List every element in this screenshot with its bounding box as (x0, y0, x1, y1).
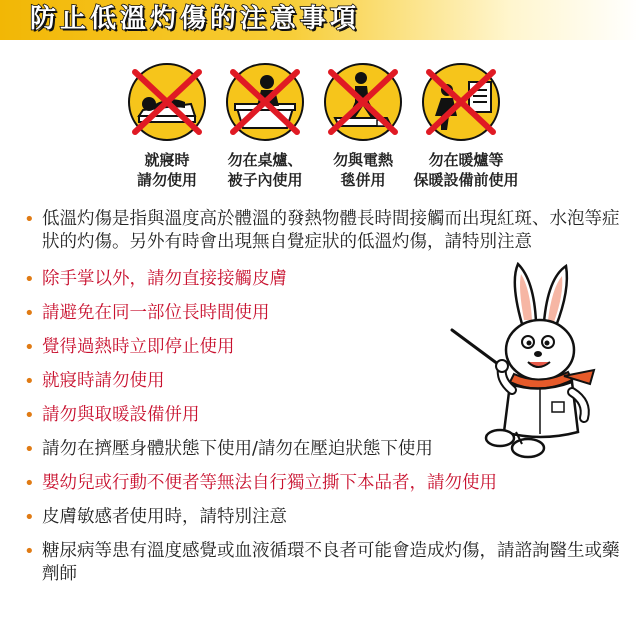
page-title: 防止低溫灼傷的注意事項 (30, 4, 361, 34)
list-item: • 就寢時請勿使用 (24, 371, 165, 392)
warning-label-heater: 勿在暖爐等 保暖設備前使用 (413, 151, 519, 189)
bullet-icon: • (24, 337, 35, 358)
bullet-icon: • (24, 541, 35, 562)
bullet-icon: • (24, 507, 35, 528)
rabbit-mascot-icon (444, 262, 614, 462)
list-item: • 請勿與取暖設備併用 (24, 405, 200, 426)
header-banner (0, 0, 640, 40)
list-item: • 覺得過熱時立即停止使用 (24, 337, 235, 358)
bullet-icon: • (24, 405, 35, 426)
list-item: • 糖尿病等患有溫度感覺或血液循環不良者可能會造成灼傷，請諮詢醫生或藥劑師 (24, 541, 620, 584)
no-sleeping-icon (125, 60, 209, 144)
list-item: • 皮膚敏感者使用時，請特別注意 (24, 507, 287, 528)
bullet-icon: • (24, 473, 35, 494)
no-kotatsu-icon (223, 60, 307, 144)
no-heater-icon (419, 60, 503, 144)
warning-label-kotatsu: 勿在桌爐、 被子內使用 (227, 151, 303, 189)
bullet-icon: • (24, 439, 35, 460)
bullet-icon: • (24, 209, 35, 230)
list-item: • 除手掌以外，請勿直接接觸皮膚 (24, 269, 287, 290)
list-item: • 嬰幼兒或行動不便者等無法自行獨立撕下本品者，請勿使用 (24, 473, 497, 494)
list-item: • 請避免在同一部位長時間使用 (24, 303, 270, 324)
bullet-icon: • (24, 371, 35, 392)
bullet-icon: • (24, 303, 35, 324)
list-item: • 請勿在擠壓身體狀態下使用/請勿在壓迫狀態下使用 (24, 439, 433, 460)
bullet-icon: • (24, 269, 35, 290)
list-item: • 低溫灼傷是指與溫度高於體溫的發熱物體長時間接觸而出現紅斑、水泡等症狀的灼傷。另外有時會出現無自覺症狀的低溫灼傷，請特別注意 (24, 209, 620, 252)
warning-label-sleeping: 就寢時 請勿使用 (136, 151, 197, 189)
no-electric-blanket-icon (321, 60, 405, 144)
warning-label-electric-blanket: 勿與電熱 毯併用 (332, 151, 393, 189)
